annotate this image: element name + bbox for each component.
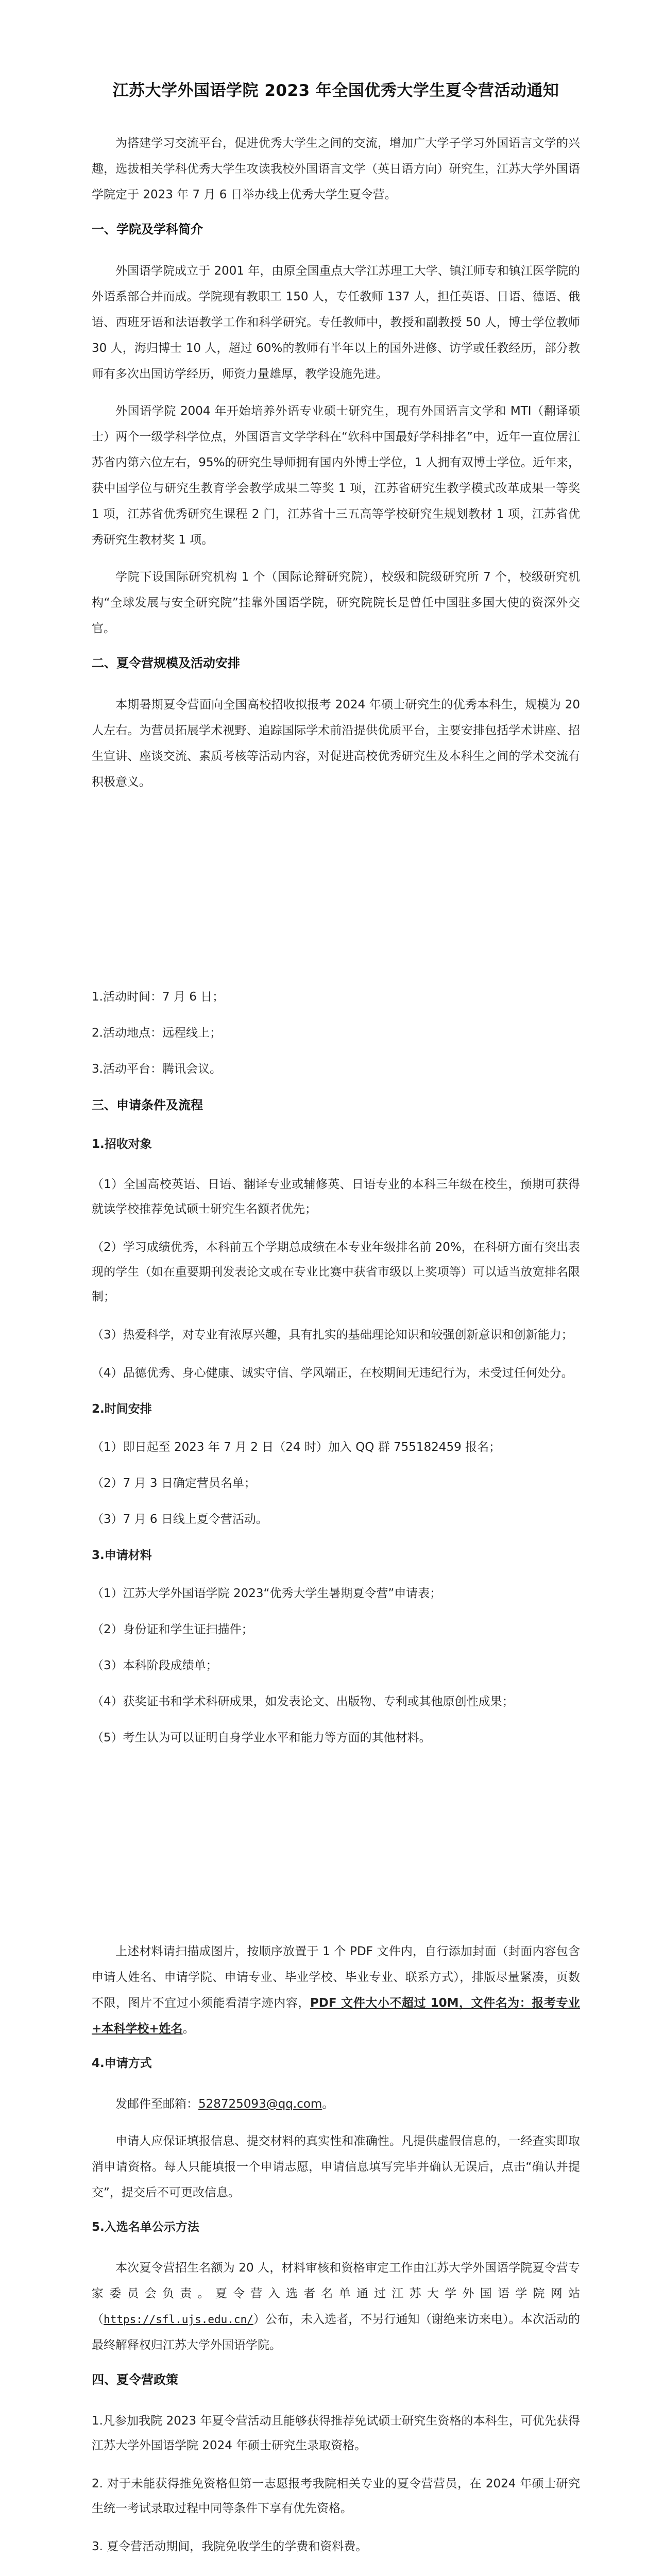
activity-time: 1.活动时间：7 月 6 日； [92, 990, 225, 1004]
page-title: 江苏大学外国语学院 2023 年全国优秀大学生夏令营活动通知 [112, 81, 559, 100]
email-link[interactable]: 528725093@qq.com [198, 2097, 322, 2111]
activity-place: 2.活动地点：远程线上； [92, 1026, 222, 1040]
apply-note: 申请人应保证填报信息、提交材料的真实性和准确性。凡提供虚假信息的，一经查实即取消申请资格。每人只能填报一个申请志愿，申请信息填写完毕并确认无误后，点击“确认并提交”，提交后不可更改信息。 [92, 2134, 580, 2199]
section-heading-camp: 二、夏令营规模及活动安排 [92, 656, 240, 670]
criteria-item-3: （3）热爱科学，对专业有浓厚兴趣，具有扎实的基础理论知识和较强创新意识和创新能力； [92, 1328, 573, 1342]
schedule-item-1-text: （1）即日起至 2023 年 7 月 2 日（24 时）加入 QQ 群 [92, 1440, 394, 1454]
email-end: 。 [322, 2097, 334, 2111]
blank-space [92, 1764, 580, 1939]
intro-paragraph: 为搭建学习交流平台，促进优秀大学生之间的交流，增加广大学子学习外国语言文学的兴趣，选拔相关学科优秀大学生攻读我校外国语言文学（英日语方向）研究生，江苏大学外国语学院定于 2023 年 7 月 6 日举办线上优秀大学生夏令营。 [92, 137, 580, 201]
publicity-text: 本次夏令营招生名额为 20 人，材料审核和资格审定工作由江苏大学外国语学院夏令营专家委员会负责。夏令营入选者名单通过江苏大学外国语学院网站（ [92, 2261, 580, 2326]
section-heading-apply: 三、申请条件及流程 [92, 1098, 203, 1112]
materials-item-5: （5）考生认为可以证明自身学业水平和能力等方面的其他材料。 [92, 1731, 431, 1744]
policy-item-3: 3. 夏令营活动期间，我院免收学生的学费和资料费。 [92, 2540, 368, 2553]
schedule-item-2: （2）7 月 3 日确定营员名单； [92, 1477, 256, 1490]
college-paragraph-2: 外国语学院 2004 年开始培养外语专业硕士研究生，现有外国语言文学和 MTI（翻译硕士）两个一级学科学位点，外国语言文学学科在“软科中国最好学科排名”中，近年一直位居江苏省内第六位左右，95%的研究生导师拥有国内外博士学位，1 人拥有双博士学位。近年来，获中国学位与研究生教育学会教学成果二等奖 1 项，江苏省研究生教学模式改革成果一等奖 1 项，江苏省优秀研究生课程 2 门，江苏省十三五高等学校研究生规划教材 1 项，江苏省优秀研究生教材奖 1 项。 [92, 404, 580, 547]
section-heading-policy: 四、夏令营政策 [92, 2372, 178, 2387]
section-heading-contact [92, 2572, 580, 2576]
subheading-target: 1.招收对象 [92, 1138, 152, 1151]
blank-space [92, 806, 580, 987]
materials-item-3: （3）本科阶段成绩单； [92, 1659, 218, 1672]
materials-note-end: 。 [182, 2022, 195, 2036]
email-line [92, 2091, 580, 2117]
college-paragraph-3: 学院下设国际研究机构 1 个（国际论辩研究院），校级和院级研究所 7 个，校级研究机构“全球发展与安全研究院”挂靠外国语学院，研究院院长是曾任中国驻多国大使的资深外交官。 [92, 570, 580, 635]
schedule-item-1-end: 报名； [461, 1440, 501, 1454]
materials-item-2: （2）身份证和学生证扫描件； [92, 1623, 253, 1636]
qq-group-number: 755182459 [394, 1440, 462, 1454]
camp-scale-paragraph: 本期暑期夏令营面向全国高校招收拟报考 2024 年硕士研究生的优秀本科生，规模为 20 人左右。为营员拓展学术视野、追踪国际学术前沿提供优质平台，主要安排包括学术讲座、招生宣讲、座谈交流、素质考核等活动内容，对促进高校优秀研究生及本科生之间的学术交流有积极意义。 [92, 698, 580, 789]
section-heading-college: 一、学院及学科简介 [92, 222, 203, 236]
policy-item-1: 1.凡参加我院 2023 年夏令营活动且能够获得推荐免试硕士研究生资格的本科生，可优先获得江苏大学外国语学院 2024 年硕士研究生录取资格。 [92, 2414, 580, 2452]
website-link[interactable]: https://sfl.ujs.edu.cn/ [104, 2313, 253, 2326]
subheading-publicity: 5.入选名单公示方法 [92, 2221, 199, 2234]
subheading-materials: 3.申请材料 [92, 1549, 152, 1562]
college-paragraph-1: 外国语学院成立于 2001 年，由原全国重点大学江苏理工大学、镇江师专和镇江医学院的外语系部合并而成。学院现有教职工 150 人，专任教师 137 人，担任英语、日语、德语、俄语、西班牙语和法语教学工作和科学研究。专任教师中，教授和副教授 50 人，博士学位教师 30 人，海归博士 10 人，超过 60%的教师有半年以上的国外进修、访学或任教经历，部分教师有多次出国访学经历，师资力量雄厚，教学设施先进。 [92, 264, 580, 381]
file-requirement: PDF 文件大小不超过 10M，文件名为：报考专业+本科学校+姓名 [92, 1996, 580, 2036]
materials-item-4: （4）获奖证书和学术科研成果，如发表论文、出版物、专利或其他原创性成果； [92, 1695, 514, 1708]
publicity-text-end: ）公布，未入选者，不另行通知（谢绝来访来电）。本次活动的最终解释权归江苏大学外国语学院。 [92, 2313, 581, 2352]
materials-note-text: 上述材料请扫描成图片，按顺序放置于 1 个 PDF 文件内，自行添加封面（封面内容包含申请人姓名、申请学院、申请专业、毕业学校、毕业专业、联系方式），排版尽量紧凑，页数不限，图片不宜过小须能看清字迹内容， [92, 1945, 580, 2010]
subheading-apply-method: 4.申请方式 [92, 2057, 152, 2070]
criteria-item-2: （2）学习成绩优秀，本科前五个学期总成绩在本专业年级排名前 20%，在科研方面有突出表现的学生（如在重要期刊发表论文或在专业比赛中获省市级以上奖项等）可以适当放宽排名限制； [92, 1241, 580, 1303]
criteria-item-1: （1）全国高校英语、日语、翻译专业或辅修英、日语专业的本科三年级在校生，预期可获得就读学校推荐免试硕士研究生名额者优先； [92, 1178, 580, 1216]
policy-item-2: 2. 对于未能获得推免资格但第一志愿报考我院相关专业的夏令营营员，在 2024 年硕士研究生统一考试录取过程中同等条件下享有优先资格。 [92, 2477, 580, 2515]
schedule-item-3: （3）7 月 6 日线上夏令营活动。 [92, 1513, 268, 1526]
materials-note [92, 1939, 580, 2042]
schedule-item-1 [92, 1437, 580, 1458]
subheading-schedule: 2.时间安排 [92, 1402, 152, 1416]
criteria-item-4: （4）品德优秀、身心健康、诚实守信、学风端正，在校期间无违纪行为，未受过任何处分。 [92, 1366, 573, 1380]
publicity-paragraph [92, 2255, 580, 2358]
activity-platform: 3.活动平台：腾讯会议。 [92, 1062, 222, 1076]
materials-item-1: （1）江苏大学外国语学院 2023“优秀大学生暑期夏令营”申请表； [92, 1587, 442, 1600]
email-label: 发邮件至邮箱： [115, 2097, 198, 2111]
